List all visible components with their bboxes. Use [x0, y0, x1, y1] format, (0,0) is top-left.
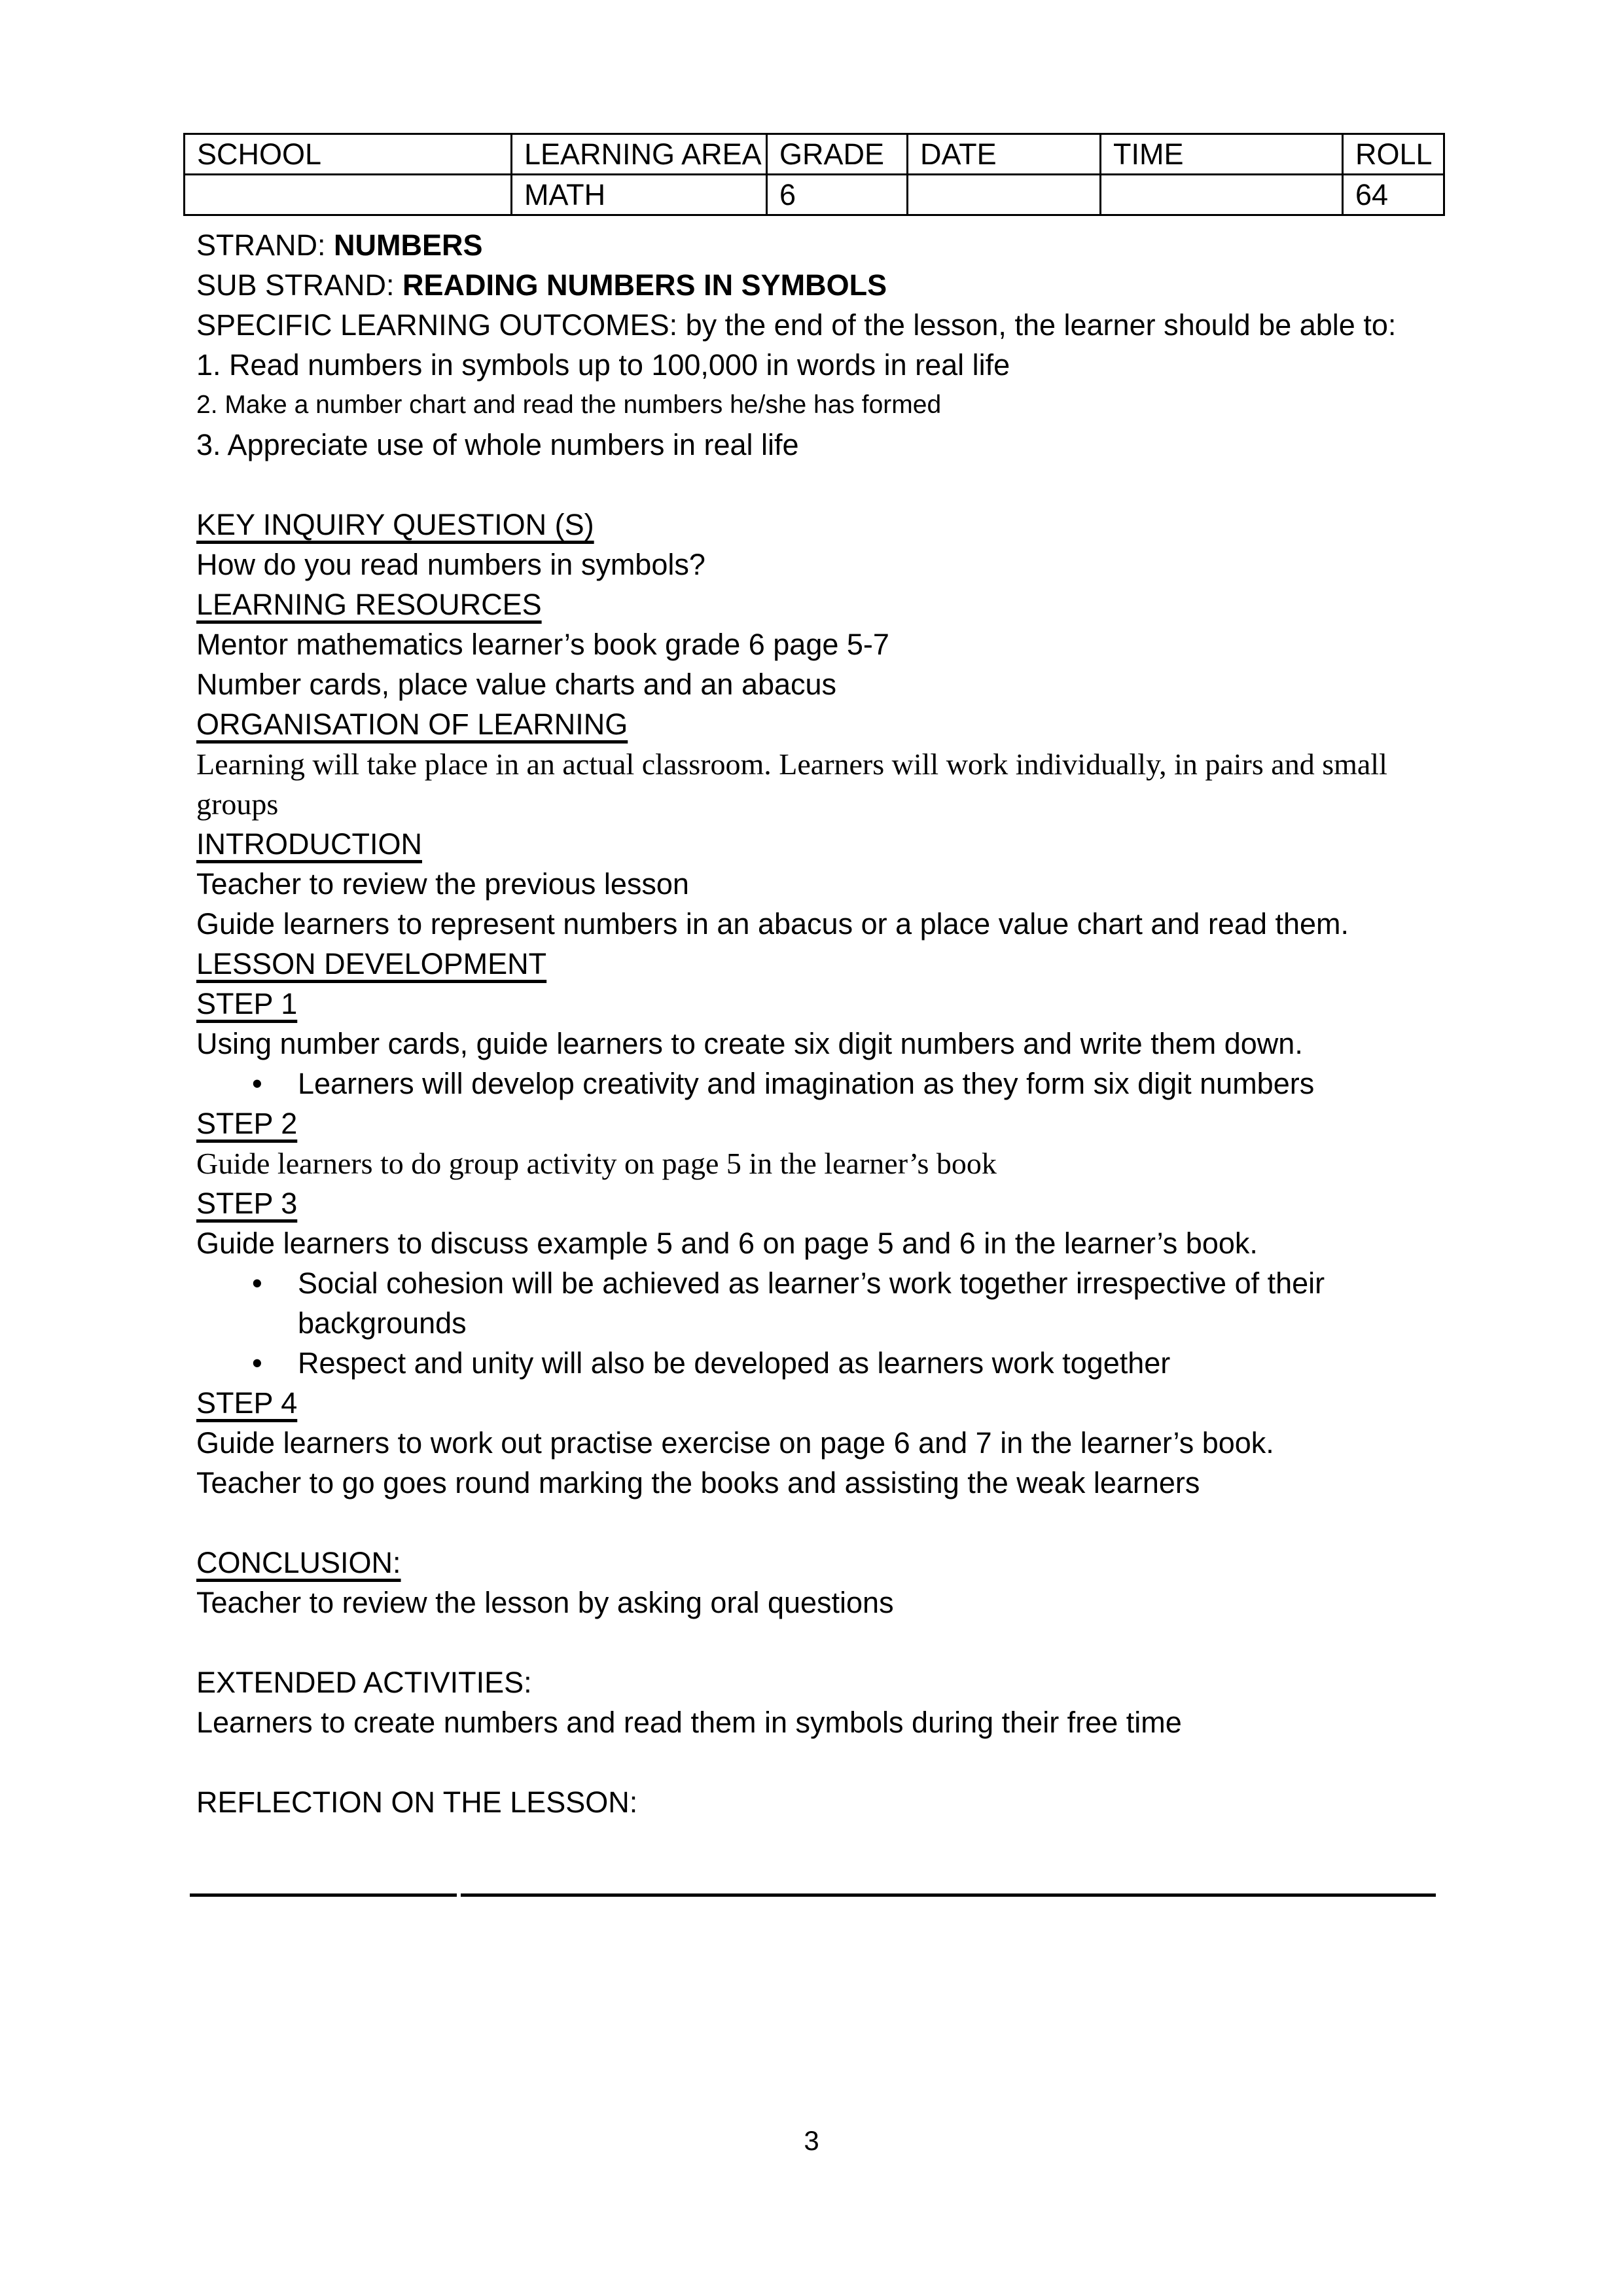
organisation-heading-text: ORGANISATION OF LEARNING	[196, 708, 628, 741]
spacer	[196, 1503, 1433, 1543]
header-table-values-row	[185, 175, 1444, 215]
step-4-extra-text: Teacher to go goes round marking the books and assisting the weak learners	[196, 1466, 1200, 1499]
value-cell-learning-area: MATH	[512, 175, 767, 215]
bullet-icon: •	[252, 1067, 262, 1100]
step-2-heading	[196, 1103, 1433, 1143]
step-1-bullet-item	[196, 1064, 1433, 1103]
value-cell-time	[1101, 175, 1343, 215]
spacer	[196, 1742, 1433, 1782]
lesson-development-heading	[196, 944, 1433, 984]
introduction-line-1: Teacher to review the previous lesson	[196, 867, 689, 901]
underscore-line-segment-2	[461, 1893, 1436, 1897]
step-3-heading-text: STEP 3	[196, 1187, 298, 1220]
value-cell-grade: 6	[767, 175, 908, 215]
step-2-heading-text: STEP 2	[196, 1107, 298, 1140]
header-cell-grade: GRADE	[767, 134, 908, 175]
step-4-text: Guide learners to work out practise exercise on page 6 and 7 in the learner’s book.	[196, 1426, 1274, 1460]
header-cell-date: DATE	[908, 134, 1101, 175]
key-inquiry-heading-text: KEY INQUIRY QUESTION (S)	[196, 508, 594, 541]
spacer	[196, 465, 1433, 505]
value-cell-school	[185, 175, 512, 215]
extended-activities-heading: EXTENDED ACTIVITIES:	[196, 1666, 532, 1699]
learning-resource-item-1: Mentor mathematics learner’s book grade 6 page 5-7	[196, 628, 889, 661]
header-cell-roll: ROLL	[1343, 134, 1444, 175]
lesson-plan-content	[196, 133, 1433, 1902]
spacer	[196, 1822, 1433, 1862]
reflection-heading: REFLECTION ON THE LESSON:	[196, 1785, 638, 1819]
step-3-bullet-item-2	[196, 1343, 1433, 1383]
learning-resource-item-2: Number cards, place value charts and an abacus	[196, 668, 837, 701]
step-3-text: Guide learners to discuss example 5 and 6 on page 5 and 6 in the learner’s book.	[196, 1227, 1258, 1260]
organisation-text: Learning will take place in an actual classroom. Learners will work individually, in pairs and small groups	[196, 747, 1387, 821]
extended-activities-text: Learners to create numbers and read them in symbols during their free time	[196, 1706, 1182, 1739]
step-1-heading-text: STEP 1	[196, 987, 298, 1020]
introduction-line-2: Guide learners to represent numbers in an abacus or a place value chart and read them.	[196, 907, 1349, 941]
step-2-text: Guide learners to do group activity on page 5 in the learner’s book	[196, 1147, 997, 1180]
outcome-item-2: 2. Make a number chart and read the numbers he/she has formed	[196, 391, 942, 419]
strand-value: NUMBERS	[334, 228, 483, 262]
outcomes-intro: SPECIFIC LEARNING OUTCOMES: by the end of the lesson, the learner should be able to:	[196, 308, 1397, 342]
organisation-heading	[196, 704, 1433, 744]
value-cell-roll: 64	[1343, 175, 1444, 215]
conclusion-heading	[196, 1543, 1433, 1583]
step-3-bullet-text-1: Social cohesion will be achieved as learner’s work together irrespective of their backgrounds	[298, 1266, 1325, 1340]
step-4-heading	[196, 1383, 1433, 1423]
bullet-icon: •	[252, 1346, 262, 1380]
outcome-item-1: 1. Read numbers in symbols up to 100,000 in words in real life	[196, 348, 1010, 382]
sub-strand-label: SUB STRAND:	[196, 268, 403, 302]
strand-line	[196, 225, 1433, 265]
step-3-bullet-text-2: Respect and unity will also be developed as learners work together	[298, 1346, 1171, 1380]
learning-resources-heading	[196, 584, 1433, 624]
lesson-development-heading-text: LESSON DEVELOPMENT	[196, 947, 547, 980]
underscore-line-segment-1	[190, 1893, 457, 1897]
header-cell-learning-area: LEARNING AREA	[512, 134, 767, 175]
introduction-heading	[196, 824, 1433, 864]
step-1-text: Using number cards, guide learners to create six digit numbers and write them down.	[196, 1027, 1303, 1060]
step-1-bullet-text: Learners will develop creativity and imagination as they form six digit numbers	[298, 1067, 1315, 1100]
header-cell-time: TIME	[1101, 134, 1343, 175]
strand-label: STRAND:	[196, 228, 334, 262]
page-number: 3	[804, 2125, 819, 2156]
sub-strand-value: READING NUMBERS IN SYMBOLS	[402, 268, 887, 302]
bullet-icon: •	[252, 1266, 262, 1300]
value-cell-date	[908, 175, 1101, 215]
step-1-heading	[196, 984, 1433, 1024]
step-3-heading	[196, 1183, 1433, 1223]
conclusion-text: Teacher to review the lesson by asking oral questions	[196, 1586, 894, 1619]
learning-resources-heading-text: LEARNING RESOURCES	[196, 588, 542, 621]
outcome-item-3: 3. Appreciate use of whole numbers in real life	[196, 428, 799, 461]
spacer	[196, 1623, 1433, 1662]
reflection-write-line	[196, 1862, 1433, 1902]
introduction-heading-text: INTRODUCTION	[196, 827, 422, 861]
step-3-bullet-item-1	[196, 1263, 1433, 1343]
lesson-header-table	[183, 133, 1445, 216]
conclusion-heading-text: CONCLUSION:	[196, 1546, 401, 1579]
sub-strand-line	[196, 265, 1433, 305]
step-4-heading-text: STEP 4	[196, 1386, 298, 1420]
key-inquiry-heading	[196, 505, 1433, 545]
key-inquiry-question: How do you read numbers in symbols?	[196, 548, 705, 581]
header-table-header-row	[185, 134, 1444, 175]
header-cell-school: SCHOOL	[185, 134, 512, 175]
